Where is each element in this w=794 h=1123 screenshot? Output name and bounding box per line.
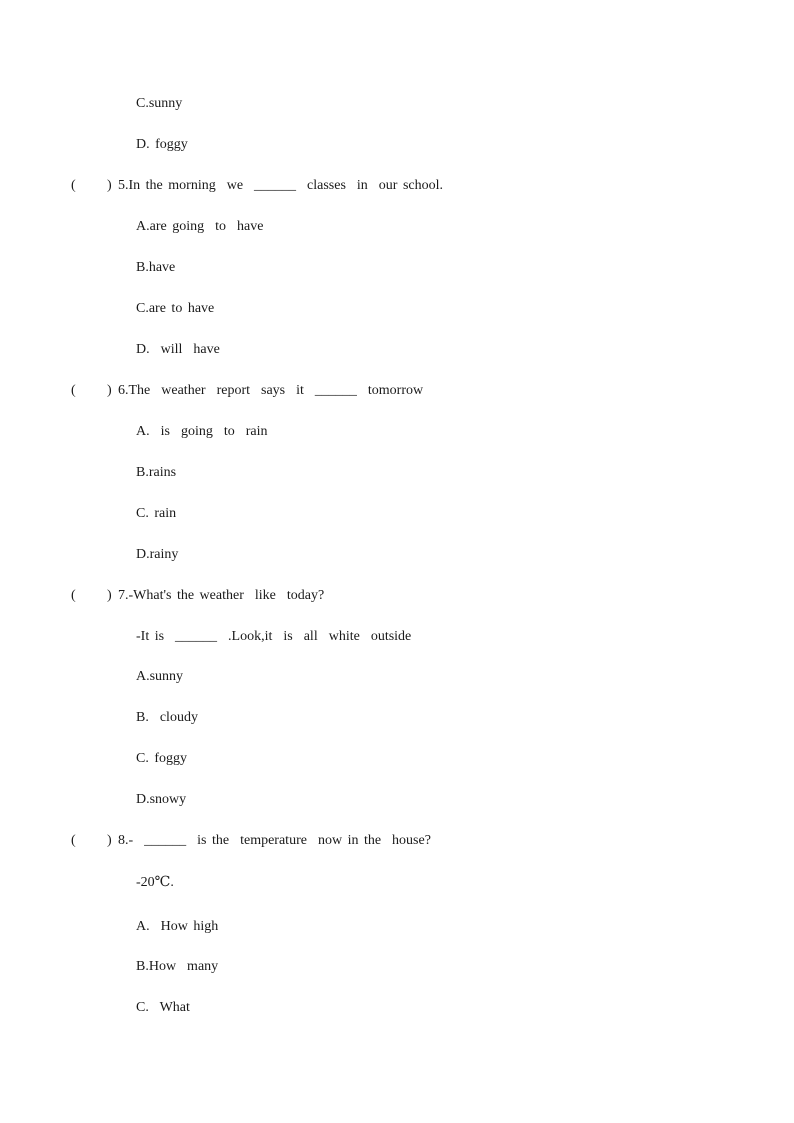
q5-answer-paren-open: (: [71, 178, 76, 193]
q8-dialogue-answer: -20℃.: [136, 875, 174, 890]
q7-option-a: A.sunny: [136, 669, 184, 684]
q5-answer-paren-close: ): [107, 178, 112, 193]
q5-option-b: B.have: [136, 260, 176, 275]
q7-dialogue-answer: -It is ______ .Look,it is all white outside: [136, 629, 412, 644]
q8-option-b: B.How many: [136, 959, 219, 974]
q6-answer-paren-open: (: [71, 383, 76, 398]
q6-option-a: A. is going to rain: [136, 424, 268, 439]
q7-stem: 7.-What's the weather like today?: [118, 588, 325, 603]
q6-option-d: D.rainy: [136, 547, 179, 562]
q7-option-b: B. cloudy: [136, 710, 198, 725]
q5-stem: 5.In the morning we ______ classes in our school.: [118, 178, 444, 193]
q5-option-a: A.are going to have: [136, 219, 264, 234]
q7-option-c: C. foggy: [136, 751, 187, 766]
q7-answer-paren-close: ): [107, 588, 112, 603]
q6-option-b: B.rains: [136, 465, 177, 480]
q6-stem: 6.The weather report says it ______ tomorrow: [118, 383, 424, 398]
q8-option-c: C. What: [136, 1000, 190, 1015]
q5-option-d: D. will have: [136, 342, 220, 357]
q8-stem: 8.- ______ is the temperature now in the house?: [118, 833, 431, 848]
q6-option-c: C. rain: [136, 506, 177, 521]
q8-answer-paren-close: ): [107, 833, 112, 848]
q5-option-c: C.are to have: [136, 301, 215, 316]
q4-option-d: D. foggy: [136, 137, 188, 152]
q8-answer-paren-open: (: [71, 833, 76, 848]
q7-option-d: D.snowy: [136, 792, 187, 807]
q7-answer-paren-open: (: [71, 588, 76, 603]
q4-option-c: C.sunny: [136, 96, 183, 111]
q6-answer-paren-close: ): [107, 383, 112, 398]
q8-option-a: A. How high: [136, 919, 219, 934]
